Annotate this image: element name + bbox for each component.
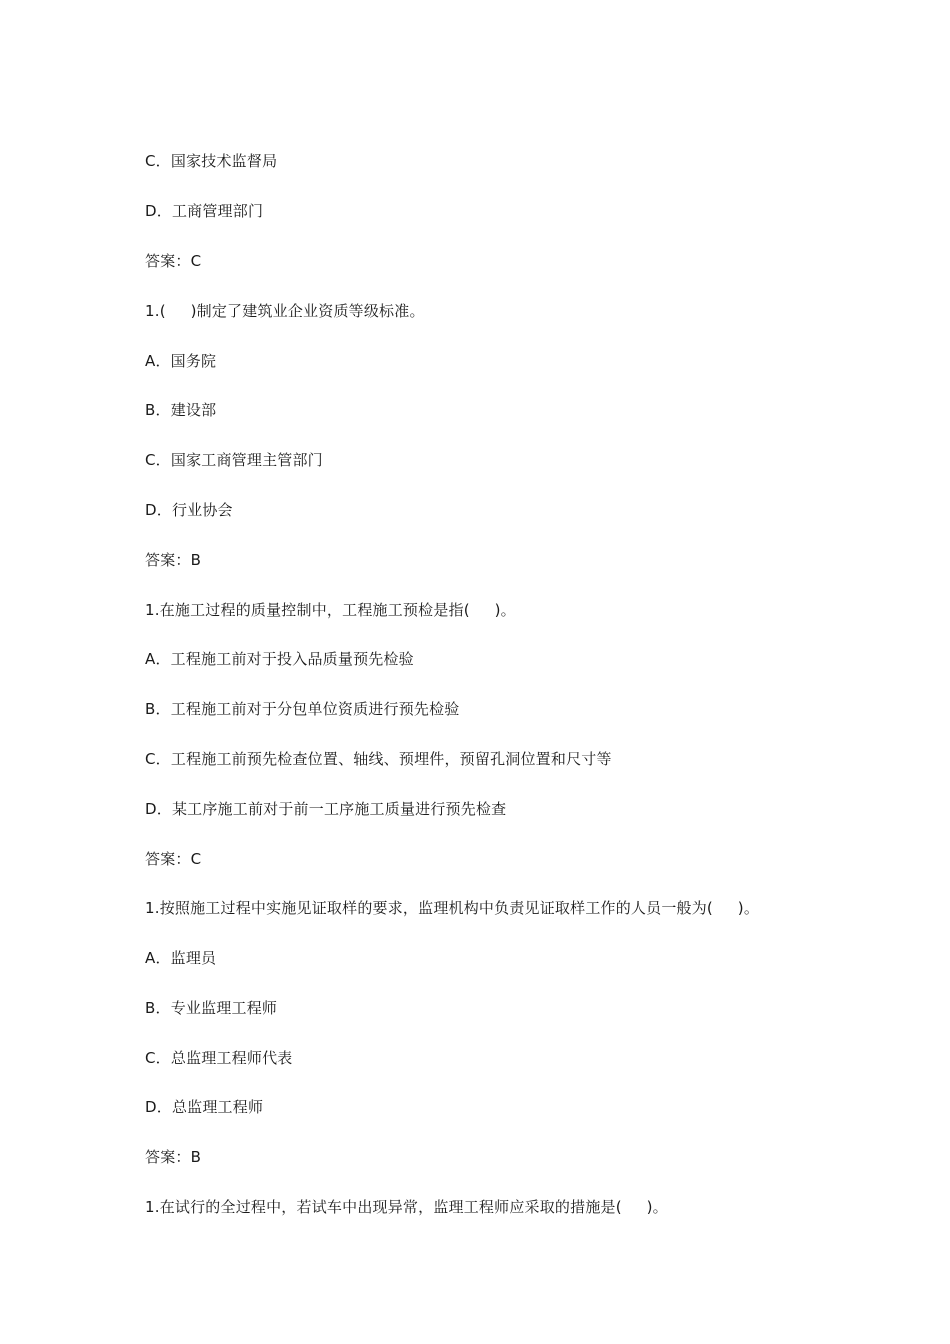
option-line: C．总监理工程师代表	[145, 1049, 293, 1067]
option-line: A．工程施工前对于投入品质量预先检验	[145, 650, 414, 668]
option-line: C．国家技术监督局	[145, 152, 278, 170]
option-line: D．总监理工程师	[145, 1098, 264, 1116]
answer-line: 答案：C	[145, 850, 202, 868]
question-line: 1.按照施工过程中实施见证取样的要求，监理机构中负责见证取样工作的人员一般为( )。	[145, 899, 760, 917]
question-line: 1.在施工过程的质量控制中，工程施工预检是指( )。	[145, 601, 516, 619]
option-line: C．工程施工前预先检查位置、轴线、预埋件，预留孔洞位置和尺寸等	[145, 750, 612, 768]
question-line: 1.在试行的全过程中，若试车中出现异常，监理工程师应采取的措施是( )。	[145, 1198, 668, 1216]
option-line: D．行业协会	[145, 501, 233, 519]
option-line: B．工程施工前对于分包单位资质进行预先检验	[145, 700, 460, 718]
option-line: D．某工序施工前对于前一工序施工质量进行预先检查	[145, 800, 507, 818]
answer-line: 答案：C	[145, 252, 202, 270]
option-line: B．建设部	[145, 401, 217, 419]
question-line: 1.( )制定了建筑业企业资质等级标准。	[145, 302, 425, 320]
answer-line: 答案：B	[145, 1148, 202, 1166]
option-line: A．国务院	[145, 352, 217, 370]
answer-line: 答案：B	[145, 551, 202, 569]
option-line: D．工商管理部门	[145, 202, 264, 220]
option-line: A．监理员	[145, 949, 217, 967]
option-line: C．国家工商管理主管部门	[145, 451, 323, 469]
option-line: B．专业监理工程师	[145, 999, 278, 1017]
